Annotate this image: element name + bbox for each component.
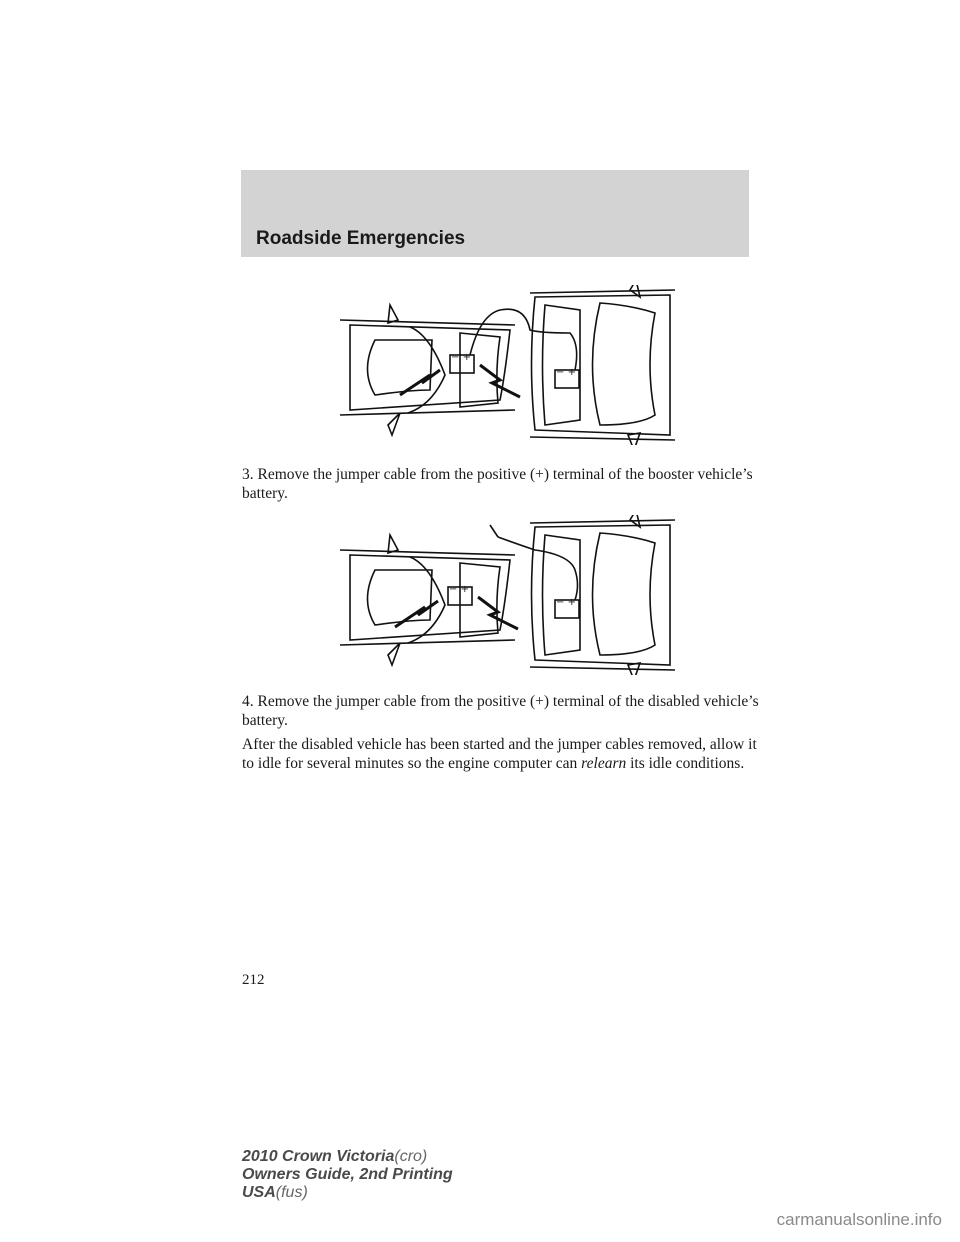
footer-market: USA <box>242 1184 276 1201</box>
battery-label-left: − + <box>451 352 471 363</box>
jumper-cable-illustration-2 <box>330 515 680 675</box>
after-note-lead: After the disabled vehicle has been started and the jumper cables removed, allow it to idle for several minutes so the engine computer can <box>242 736 757 772</box>
step-3-text: 3. Remove the jumper cable from the positive (+) terminal of the booster vehicle’s battery. <box>242 466 753 502</box>
battery-label-right-2: − + <box>556 597 576 608</box>
after-note-tail: its idle conditions. <box>626 755 745 772</box>
document-footer <box>242 1148 453 1202</box>
battery-label-left-2: − + <box>449 584 469 595</box>
watermark-link[interactable]: carmanualsonline.info <box>776 1210 942 1229</box>
battery-label-right: − + <box>556 367 576 378</box>
step-4-text: 4. Remove the jumper cable from the positive (+) terminal of the disabled vehicle’s battery. <box>242 693 759 729</box>
jumper-cable-illustration-1 <box>330 285 680 445</box>
footer-market-code: (fus) <box>275 1184 308 1201</box>
footer-edition: Owners Guide, 2nd Printing <box>242 1166 453 1183</box>
page-number: 212 <box>242 972 265 988</box>
footer-model-code: (cro) <box>394 1148 428 1165</box>
after-note-text <box>242 735 762 773</box>
after-note-emphasis: relearn <box>581 755 627 772</box>
footer-model: 2010 Crown Victoria <box>242 1148 395 1165</box>
section-title: Roadside Emergencies <box>256 228 466 249</box>
